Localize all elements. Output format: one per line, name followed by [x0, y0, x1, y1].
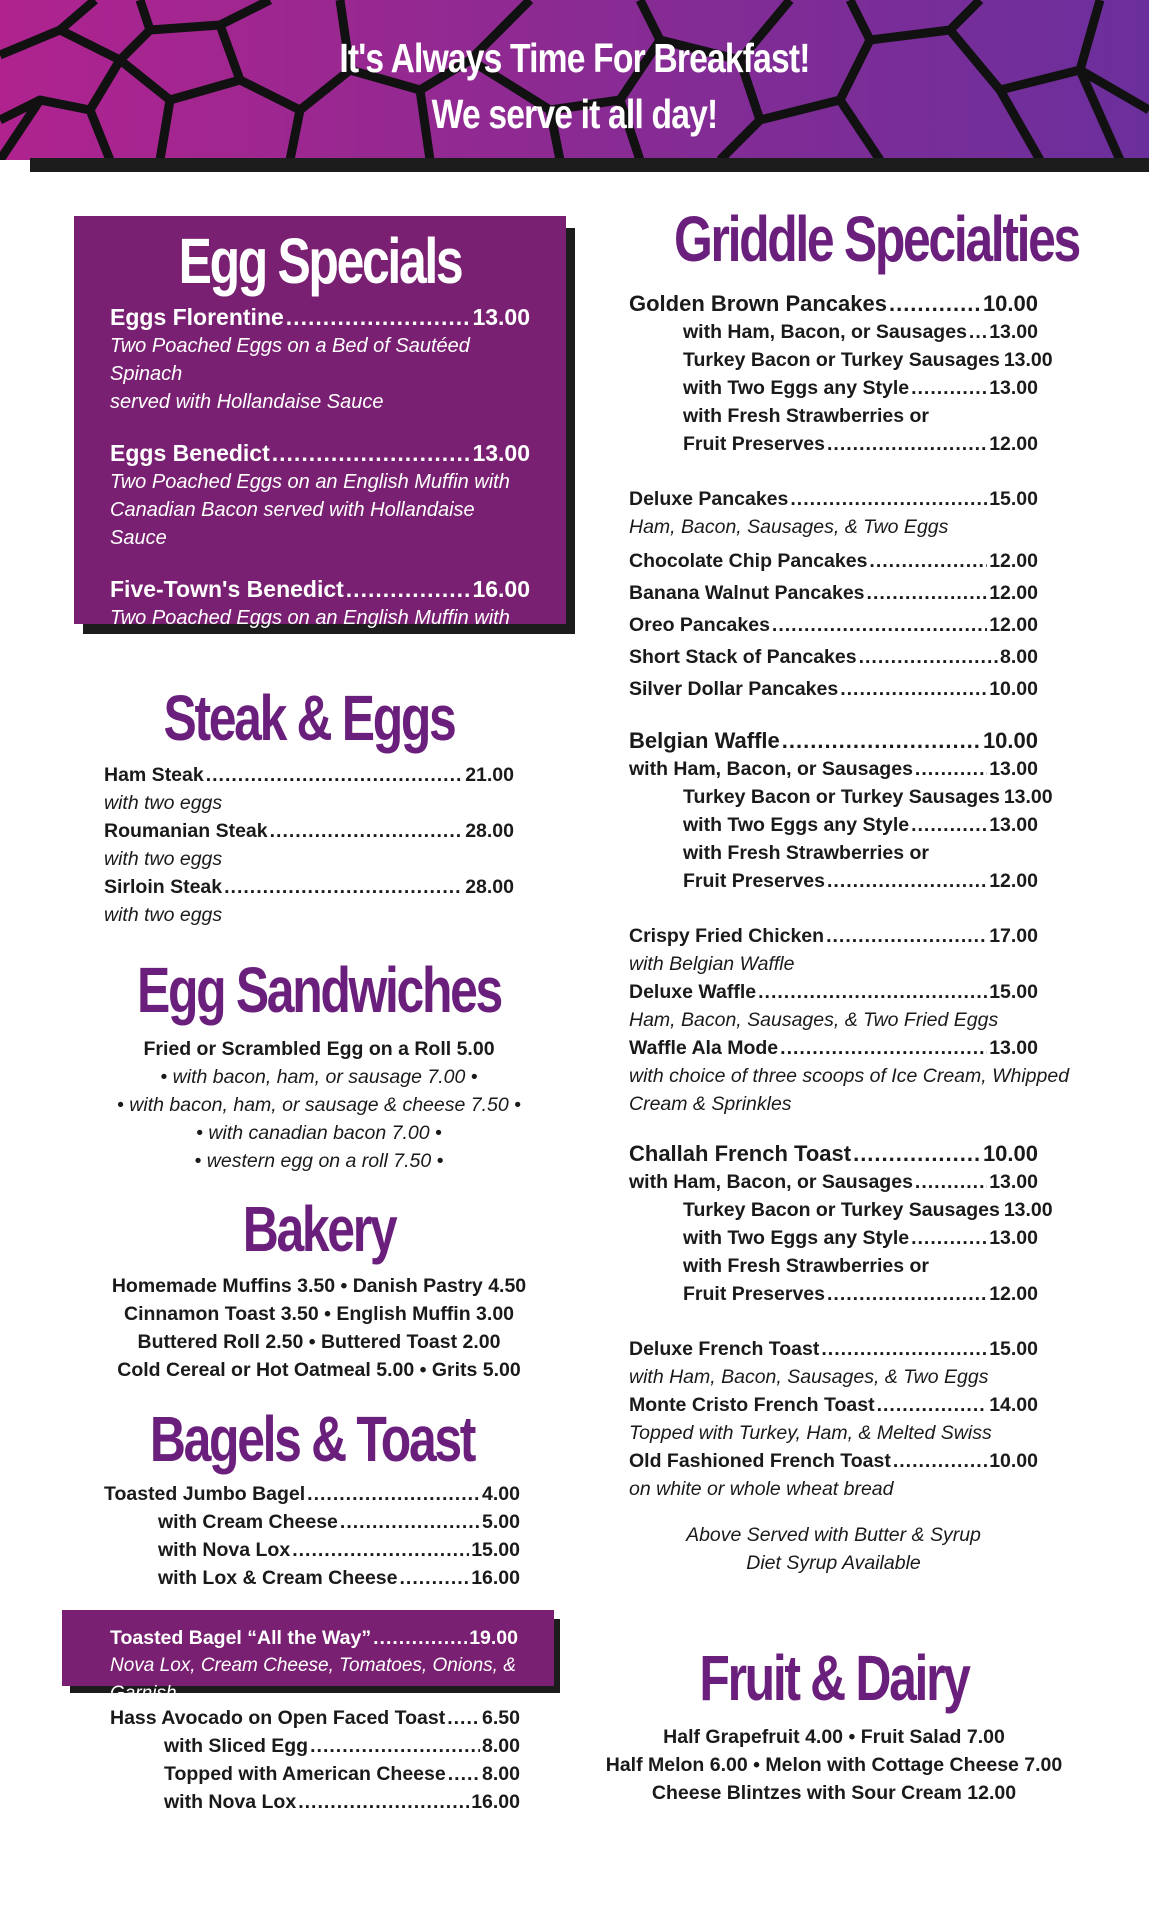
avocado-toast-section	[110, 1704, 520, 1816]
item-price: 8.00	[1000, 646, 1038, 668]
item-name: Deluxe Waffle	[629, 981, 757, 1003]
bakery-line: Cold Cereal or Hot Oatmeal 5.00 • Grits 5.00	[117, 1359, 521, 1381]
sandwich-option: • with canadian bacon 7.00 •	[196, 1122, 442, 1144]
header-tagline	[103, 30, 1045, 142]
item-price: 15.00	[989, 488, 1038, 510]
menu-item	[110, 574, 530, 688]
item-price: 12.00	[989, 1283, 1038, 1305]
item-name: with Two Eggs any Style	[683, 377, 910, 399]
item-name: Fruit Preserves	[683, 433, 825, 455]
item-price: 13.00	[989, 1037, 1038, 1059]
item-price: 13.00	[1003, 1199, 1053, 1221]
item-desc: Topped with Turkey, Ham, & Melted Swiss	[629, 1422, 992, 1444]
item-name: Five-Town's Benedict	[110, 576, 344, 602]
item-price: 16.00	[471, 1567, 520, 1589]
item-desc: Ham, Bacon, Sausages, & Two Eggs	[629, 516, 949, 538]
bakery-line: Cinnamon Toast 3.50 • English Muffin 3.00	[123, 1303, 515, 1325]
item-price: 5.00	[482, 1511, 520, 1533]
item-desc: on white or whole wheat bread	[629, 1478, 894, 1500]
item-price: 13.00	[989, 321, 1038, 343]
item-name: Old Fashioned French Toast	[629, 1450, 891, 1472]
fruit-dairy-line: Half Grapefruit 4.00 • Fruit Salad 7.00	[663, 1726, 1005, 1748]
item-desc: with choice of three scoops of Ice Cream, Whipped	[629, 1065, 1070, 1087]
item-name: Sirloin Steak	[104, 876, 223, 898]
syrup-note: Above Served with Butter & Syrup	[686, 1524, 981, 1546]
item-name: Crispy Fried Chicken	[629, 925, 825, 947]
item-name: Toasted Jumbo Bagel	[104, 1483, 306, 1505]
bakery-title: Bakery	[242, 1193, 396, 1265]
item-name: Belgian Waffle	[629, 728, 780, 753]
griddle-section	[629, 203, 1079, 1577]
fruit-dairy-line: Half Melon 6.00 • Melon with Cottage Cheese 7.00	[605, 1754, 1063, 1776]
item-price: 28.00	[465, 876, 514, 898]
item-price: 12.00	[989, 582, 1038, 604]
item-name: with Lox & Cream Cheese	[158, 1567, 398, 1589]
egg-specials-box	[74, 216, 566, 685]
item-price: 12.00	[989, 870, 1038, 892]
steak-eggs-title: Steak & Eggs	[163, 682, 455, 754]
menu-item	[110, 302, 530, 416]
item-name: Chocolate Chip Pancakes	[629, 550, 868, 572]
item-price: 17.00	[989, 925, 1038, 947]
item-price: 12.00	[989, 550, 1038, 572]
item-price: 16.00	[472, 576, 530, 602]
item-price: 13.00	[472, 304, 530, 330]
item-desc: with two eggs	[104, 792, 223, 814]
item-name: Short Stack of Pancakes	[629, 646, 857, 668]
item-desc: with Belgian Waffle	[629, 953, 795, 975]
menu-item	[110, 438, 530, 552]
item-name: Eggs Benedict	[110, 440, 270, 466]
sandwich-option: • with bacon, ham, or sausage 7.00 •	[160, 1066, 478, 1088]
item-name: Topped with American Cheese	[164, 1763, 446, 1785]
item-desc: with two eggs	[104, 904, 223, 926]
item-price: 13.00	[989, 377, 1038, 399]
header-line-2: We serve it all day!	[431, 91, 718, 137]
item-price: 10.00	[982, 1141, 1038, 1166]
item-price: 12.00	[989, 433, 1038, 455]
griddle-title: Griddle Specialties	[673, 203, 1079, 275]
sandwich-option: • western egg on a roll 7.50 •	[194, 1150, 444, 1172]
egg-sandwiches-title: Egg Sandwiches	[137, 954, 501, 1026]
item-name: Turkey Bacon or Turkey Sausages	[683, 1199, 1000, 1221]
bagels-toast-section	[104, 1404, 520, 1592]
item-price: 15.00	[989, 981, 1038, 1003]
item-name: with Ham, Bacon, or Sausages	[629, 1171, 913, 1193]
item-price: 10.00	[989, 1450, 1038, 1472]
item-name: Oreo Pancakes	[629, 614, 770, 636]
item-desc: served with Hollandaise Sauce	[110, 663, 384, 685]
item-price: 8.00	[482, 1763, 520, 1785]
item-price: 13.00	[1003, 349, 1053, 371]
item-name: with Nova Lox	[164, 1791, 297, 1813]
item-desc: served with Hollandaise Sauce	[110, 391, 384, 413]
item-desc: Two Poached Eggs on an English Muffin with Lox	[110, 607, 510, 657]
item-price: 10.00	[982, 291, 1038, 316]
item-desc: Ham, Bacon, Sausages, & Two Fried Eggs	[629, 1009, 999, 1031]
bakery-section	[74, 1194, 564, 1384]
item-desc: Two Poached Eggs on a Bed of Sautéed Spinach	[110, 335, 470, 385]
item-price: 13.00	[989, 814, 1038, 836]
item-desc: Two Poached Eggs on an English Muffin with	[110, 471, 510, 493]
item-price: 8.00	[482, 1735, 520, 1757]
item-name: with Ham, Bacon, or Sausages	[683, 321, 967, 343]
item-desc: Nova Lox, Cream Cheese, Tomatoes, Onions, & Garnish	[110, 1655, 516, 1704]
sandwich-option: • with bacon, ham, or sausage & cheese 7.50 •	[117, 1094, 521, 1116]
item-name: Deluxe Pancakes	[629, 488, 789, 510]
fruit-dairy-title: Fruit & Dairy	[699, 1642, 969, 1714]
item-price: 13.00	[1003, 786, 1053, 808]
item-price: 15.00	[471, 1539, 520, 1561]
item-name: Waffle Ala Mode	[629, 1037, 779, 1059]
item-name: Eggs Florentine	[110, 304, 284, 330]
item-name: Fruit Preserves	[683, 870, 825, 892]
item-desc: with Ham, Bacon, Sausages, & Two Eggs	[629, 1366, 989, 1388]
item-price: 10.00	[989, 678, 1038, 700]
item-price: 16.00	[471, 1791, 520, 1813]
item-name: with Nova Lox	[158, 1539, 291, 1561]
item-name: Monte Cristo French Toast	[629, 1394, 875, 1416]
bakery-line: Homemade Muffins 3.50 • Danish Pastry 4.50	[111, 1275, 527, 1297]
header-banner	[0, 0, 1149, 160]
item-name: Challah French Toast	[629, 1141, 852, 1166]
item-name: with Sliced Egg	[164, 1735, 309, 1757]
item-price: 13.00	[472, 440, 530, 466]
item-price: 13.00	[989, 758, 1038, 780]
item-name: Golden Brown Pancakes	[629, 291, 887, 316]
item-name: with Cream Cheese	[158, 1511, 338, 1533]
sandwich-main: Fried or Scrambled Egg on a Roll 5.00	[143, 1038, 495, 1060]
item-desc: Canadian Bacon served with Hollandaise Sauce	[110, 499, 475, 549]
item-name: Toasted Bagel “All the Way”	[110, 1627, 372, 1649]
item-name: with Two Eggs any Style	[683, 814, 910, 836]
steak-eggs-section	[104, 683, 514, 929]
item-name: Roumanian Steak	[104, 820, 268, 842]
item-price: 21.00	[465, 764, 514, 786]
item-name: with Two Eggs any Style	[683, 1227, 910, 1249]
item-price: 10.00	[982, 728, 1038, 753]
fruit-dairy-line: Cheese Blintzes with Sour Cream 12.00	[651, 1782, 1017, 1804]
item-name: with Fresh Strawberries or	[683, 405, 929, 427]
item-price: 4.00	[482, 1483, 520, 1505]
egg-sandwiches-section	[74, 955, 564, 1175]
item-desc: with two eggs	[104, 848, 223, 870]
egg-specials-title: Egg Specials	[178, 225, 462, 297]
item-name: Turkey Bacon or Turkey Sausages	[683, 786, 1000, 808]
item-price: 13.00	[989, 1227, 1038, 1249]
item-name: Banana Walnut Pancakes	[629, 582, 865, 604]
fruit-dairy-section	[604, 1643, 1064, 1807]
item-name: with Ham, Bacon, or Sausages	[629, 758, 913, 780]
item-price: 19.00	[469, 1627, 518, 1649]
all-the-way-band	[62, 1610, 554, 1704]
item-name: Hass Avocado on Open Faced Toast	[110, 1707, 446, 1729]
item-name: with Fresh Strawberries or	[683, 1255, 929, 1277]
item-price: 12.00	[989, 614, 1038, 636]
bagels-toast-title: Bagels & Toast	[149, 1403, 475, 1475]
item-name: Ham Steak	[104, 764, 204, 786]
item-name: with Fresh Strawberries or	[683, 842, 929, 864]
item-name: Silver Dollar Pancakes	[629, 678, 839, 700]
item-name: Fruit Preserves	[683, 1283, 825, 1305]
header-line-1: It's Always Time For Breakfast!	[339, 35, 810, 81]
diet-syrup-note: Diet Syrup Available	[746, 1552, 921, 1574]
item-price: 28.00	[465, 820, 514, 842]
item-price: 6.50	[482, 1707, 520, 1729]
item-price: 14.00	[989, 1394, 1038, 1416]
item-name: Deluxe French Toast	[629, 1338, 820, 1360]
bakery-line: Buttered Roll 2.50 • Buttered Toast 2.00	[137, 1331, 501, 1353]
item-name: Turkey Bacon or Turkey Sausages	[683, 349, 1000, 371]
item-price: 15.00	[989, 1338, 1038, 1360]
item-desc: Cream & Sprinkles	[629, 1093, 792, 1115]
header-shadow-bar	[30, 158, 1149, 172]
item-price: 13.00	[989, 1171, 1038, 1193]
